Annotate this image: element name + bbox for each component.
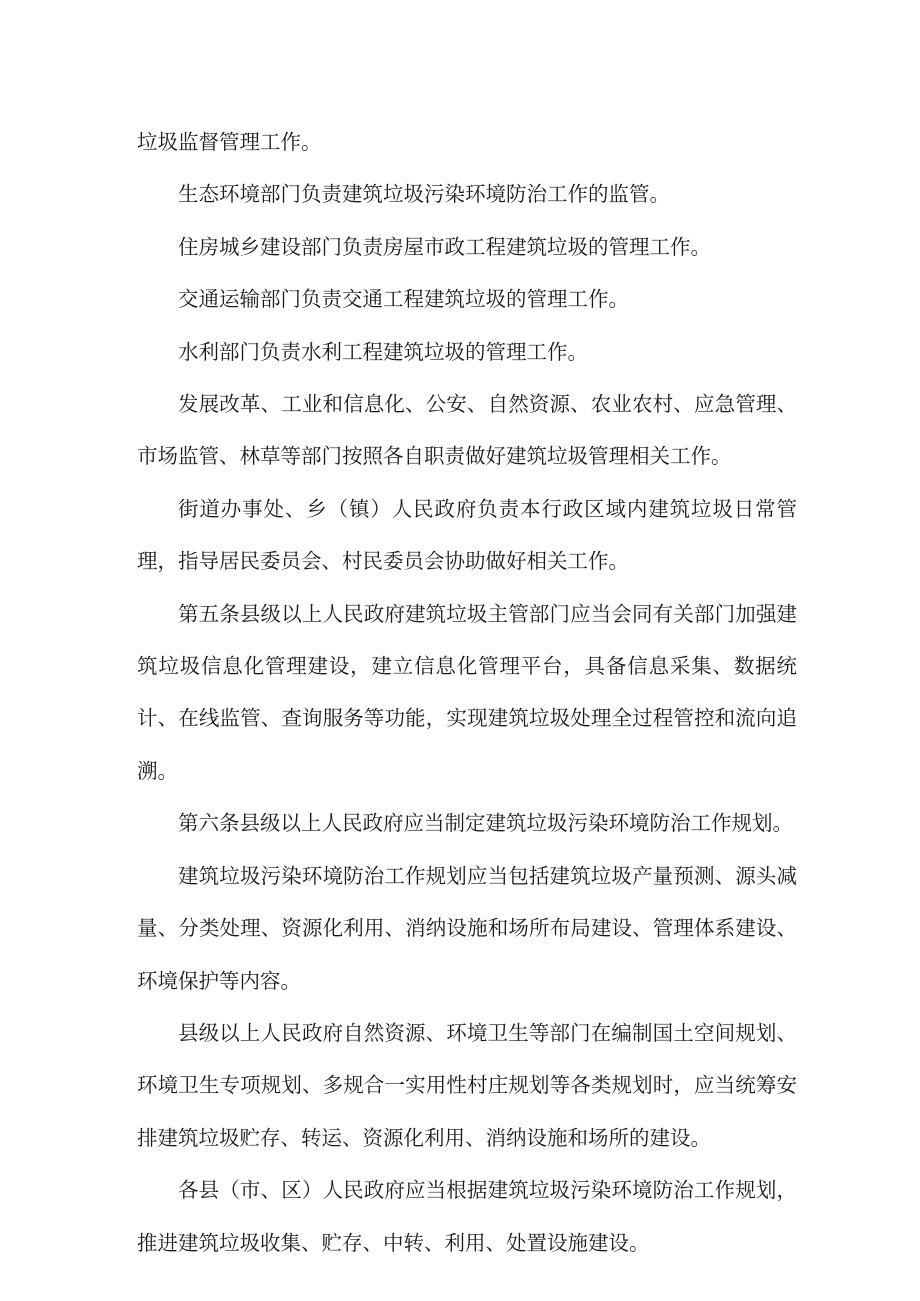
paragraph: 建筑垃圾污染环境防治工作规划应当包括建筑垃圾产量预测、源头减量、分类处理、资源化利用、消纳设施和场所布局建设、管理体系建设、环境保护等内容。 — [137, 863, 797, 993]
paragraph: 交通运输部门负责交通工程建筑垃圾的管理工作。 — [178, 287, 629, 312]
paragraph: 住房城乡建设部门负责房屋市政工程建筑垃圾的管理工作。 — [178, 234, 711, 259]
paragraph: 街道办事处、乡（镇）人民政府负责本行政区域内建筑垃圾日常管理，指导居民委员会、村民委员会协助做好相关工作。 — [137, 496, 797, 574]
paragraph: 县级以上人民政府自然资源、环境卫生等部门在编制国土空间规划、环境卫生专项规划、多规合一实用性村庄规划等各类规划时，应当统筹安排建筑垃圾贮存、转运、资源化利用、消纳设施和场所的建设。 — [137, 1020, 797, 1150]
paragraph: 水利部门负责水利工程建筑垃圾的管理工作。 — [178, 339, 588, 364]
paragraph: 生态环境部门负责建筑垃圾污染环境防治工作的监管。 — [178, 182, 670, 207]
document-body — [137, 116, 797, 1269]
paragraph: 各县（市、区）人民政府应当根据建筑垃圾污染环境防治工作规划，推进建筑垃圾收集、贮存、中转、利用、处置设施建设。 — [137, 1178, 797, 1255]
article-5-paragraph: 第五条县级以上人民政府建筑垃圾主管部门应当会同有关部门加强建筑垃圾信息化管理建设，建立信息化管理平台，具备信息采集、数据统计、在线监管、查询服务等功能，实现建筑垃圾处理全过程管控和流向追溯。 — [137, 601, 797, 783]
paragraph-continuation: 垃圾监督管理工作。 — [137, 130, 322, 154]
paragraph: 发展改革、工业和信息化、公安、自然资源、农业农村、应急管理、市场监管、林草等部门按照各自职责做好建筑垃圾管理相关工作。 — [137, 392, 797, 469]
article-6-paragraph: 第六条县级以上人民政府应当制定建筑垃圾污染环境防治工作规划。 — [178, 811, 793, 836]
